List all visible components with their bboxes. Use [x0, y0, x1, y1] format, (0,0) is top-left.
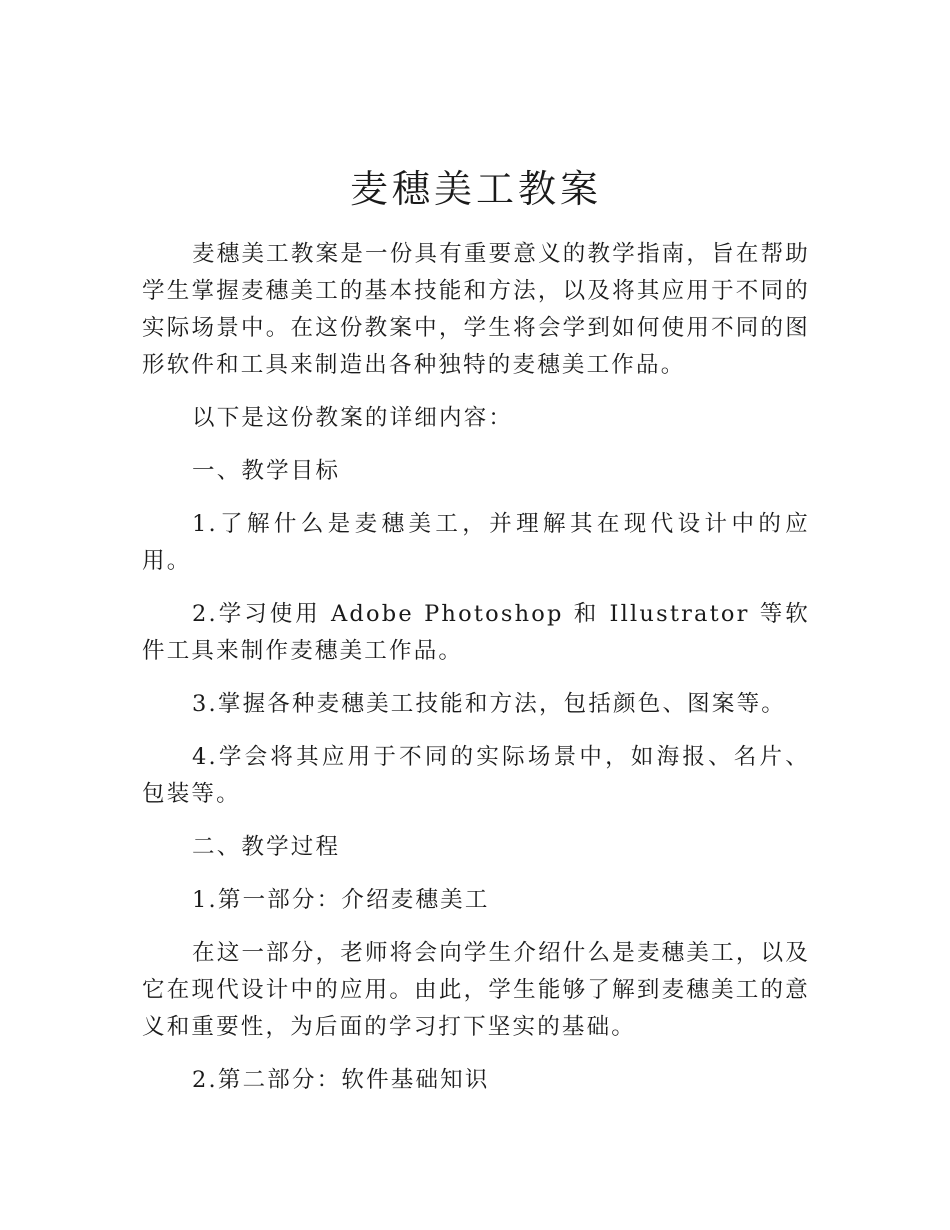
content-lead-paragraph: 以下是这份教案的详细内容： — [192, 405, 514, 431]
process-part-1-heading: 1.第一部分：介绍麦穗美工 — [192, 887, 490, 913]
goal-item-2: 2.学习使用 Adobe Photoshop 和 Illustrator 等软件工具来制作麦穗美工作品。 — [142, 601, 810, 664]
title-spacer — [142, 220, 810, 236]
goal-item-4: 4.学会将其应用于不同的实际场景中，如海报、名片、包装等。 — [142, 744, 810, 807]
document-title: 麦穗美工教案 — [349, 167, 602, 211]
goal-item-1: 1.了解什么是麦穗美工，并理解其在现代设计中的应用。 — [142, 511, 810, 574]
section-heading-goals: 一、教学目标 — [192, 458, 341, 484]
section-heading-process: 二、教学过程 — [192, 834, 341, 860]
intro-paragraph: 麦穗美工教案是一份具有重要意义的教学指南，旨在帮助学生掌握麦穗美工的基本技能和方法，以及将其应用于不同的实际场景中。在这份教案中，学生将会学到如何使用不同的图形软件和工具来制造出各种独特的麦穗美工作品。 — [142, 241, 810, 378]
process-part-2-heading: 2.第二部分：软件基础知识 — [192, 1067, 490, 1093]
process-part-1-body: 在这一部分，老师将会向学生介绍什么是麦穗美工，以及它在现代设计中的应用。由此，学生能够了解到麦穗美工的意义和重要性，为后面的学习打下坚实的基础。 — [142, 940, 810, 1040]
goal-item-3: 3.掌握各种麦穗美工技能和方法，包括颜色、图案等。 — [192, 691, 786, 717]
document-page — [142, 160, 810, 1115]
